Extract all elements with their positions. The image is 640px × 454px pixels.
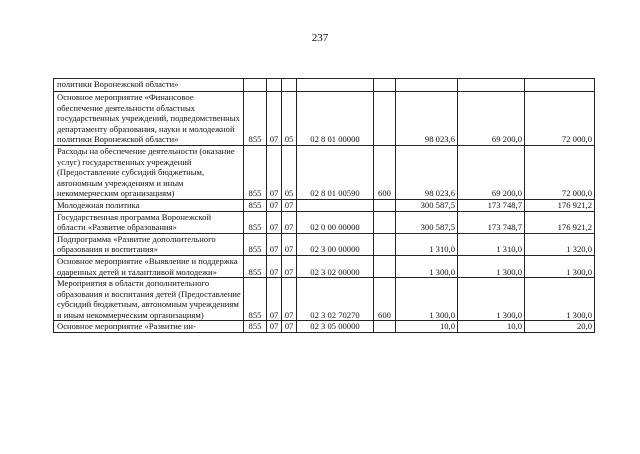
cell-year3: 1 300,0 — [525, 278, 595, 321]
cell-year1: 300 587,5 — [396, 199, 458, 211]
cell-year1: 98 023,6 — [396, 145, 458, 199]
cell-csr: 02 0 00 00000 — [297, 211, 374, 233]
cell-vr: 600 — [374, 145, 396, 199]
cell-grbs: 855 — [244, 233, 267, 255]
cell-rz: 07 — [267, 199, 282, 211]
cell-name: Основное мероприятие «Финансовое обеспечение деятельности областных государственных учреждений, подведомственных департаменту образования, науки и молодежной политики Воронежской области» — [54, 92, 244, 146]
cell-grbs: 855 — [244, 199, 267, 211]
table-row — [54, 255, 595, 277]
cell-pr: 07 — [282, 211, 297, 233]
cell-pr: 07 — [282, 199, 297, 211]
cell-year2: 1 300,0 — [458, 255, 525, 277]
cell-vr — [374, 255, 396, 277]
cell-csr: 02 3 00 00000 — [297, 233, 374, 255]
cell-vr — [374, 233, 396, 255]
cell-year2: 1 300,0 — [458, 278, 525, 321]
table-row — [54, 211, 595, 233]
cell-name: Основное мероприятие «Развитие ин- — [54, 321, 244, 333]
cell-grbs: 855 — [244, 278, 267, 321]
cell-year1: 1 300,0 — [396, 278, 458, 321]
cell-pr: 05 — [282, 92, 297, 146]
budget-table — [53, 78, 595, 333]
cell-csr: 02 3 05 00000 — [297, 321, 374, 333]
cell-grbs: 855 — [244, 255, 267, 277]
cell-rz: 07 — [267, 278, 282, 321]
cell-year3: 20,0 — [525, 321, 595, 333]
table-row — [54, 79, 595, 92]
cell-vr — [374, 79, 396, 92]
table-row — [54, 233, 595, 255]
cell-vr — [374, 92, 396, 146]
cell-vr: 600 — [374, 278, 396, 321]
cell-csr: 02 3 02 70270 — [297, 278, 374, 321]
cell-year3: 72 000,0 — [525, 92, 595, 146]
table-row — [54, 145, 595, 199]
cell-year1: 1 300,0 — [396, 255, 458, 277]
cell-rz: 07 — [267, 211, 282, 233]
cell-pr: 07 — [282, 255, 297, 277]
cell-name: Основное мероприятие «Выявление и поддержка одаренных детей и талантливой молодежи» — [54, 255, 244, 277]
cell-grbs: 855 — [244, 321, 267, 333]
cell-year3: 176 921,2 — [525, 211, 595, 233]
cell-year3: 72 000,0 — [525, 145, 595, 199]
cell-pr: 05 — [282, 145, 297, 199]
cell-vr — [374, 321, 396, 333]
cell-year1: 98 023,6 — [396, 92, 458, 146]
cell-grbs — [244, 79, 267, 92]
cell-name: Государственная программа Воронежской области «Развитие образования» — [54, 211, 244, 233]
cell-csr: 02 8 01 00000 — [297, 92, 374, 146]
cell-year2: 69 200,0 — [458, 145, 525, 199]
table-row — [54, 92, 595, 146]
cell-vr — [374, 211, 396, 233]
table-row — [54, 199, 595, 211]
cell-name: Мероприятия в области дополнительного образования и воспитания детей (Предоставление субсидий бюджетным, автономным учреждениям и иным некоммерческим организациям) — [54, 278, 244, 321]
cell-name: Расходы на обеспечение деятельности (оказание услуг) государственных учреждений (Предоставление субсидий бюджетным, автономным учреждениям и иным некоммерческим организациям) — [54, 145, 244, 199]
cell-year2: 69 200,0 — [458, 92, 525, 146]
cell-csr — [297, 79, 374, 92]
cell-pr: 07 — [282, 233, 297, 255]
cell-csr — [297, 199, 374, 211]
cell-csr: 02 3 02 00000 — [297, 255, 374, 277]
table-row — [54, 321, 595, 333]
cell-year3 — [525, 79, 595, 92]
cell-year3: 1 320,0 — [525, 233, 595, 255]
cell-rz: 07 — [267, 92, 282, 146]
cell-year1: 300 587,5 — [396, 211, 458, 233]
cell-year3: 176 921,2 — [525, 199, 595, 211]
cell-pr: 07 — [282, 321, 297, 333]
cell-year2: 173 748,7 — [458, 199, 525, 211]
cell-year1 — [396, 79, 458, 92]
cell-vr — [374, 199, 396, 211]
cell-year2: 1 310,0 — [458, 233, 525, 255]
cell-grbs: 855 — [244, 92, 267, 146]
cell-year1: 1 310,0 — [396, 233, 458, 255]
cell-pr: 07 — [282, 278, 297, 321]
cell-year2: 10,0 — [458, 321, 525, 333]
cell-name: Молодежная политика — [54, 199, 244, 211]
cell-rz: 07 — [267, 233, 282, 255]
cell-name: Подпрограмма «Развитие дополнительного образования и воспитания» — [54, 233, 244, 255]
cell-year1: 10,0 — [396, 321, 458, 333]
cell-name: политики Воронежской области» — [54, 79, 244, 92]
cell-grbs: 855 — [244, 145, 267, 199]
cell-rz: 07 — [267, 321, 282, 333]
page-number: 237 — [311, 32, 329, 44]
cell-year2 — [458, 79, 525, 92]
cell-csr: 02 8 01 00590 — [297, 145, 374, 199]
cell-grbs: 855 — [244, 211, 267, 233]
cell-year2: 173 748,7 — [458, 211, 525, 233]
cell-year3: 1 300,0 — [525, 255, 595, 277]
cell-rz — [267, 79, 282, 92]
cell-rz: 07 — [267, 255, 282, 277]
cell-pr — [282, 79, 297, 92]
table-row — [54, 278, 595, 321]
cell-rz: 07 — [267, 145, 282, 199]
budget-table-body — [54, 79, 595, 333]
